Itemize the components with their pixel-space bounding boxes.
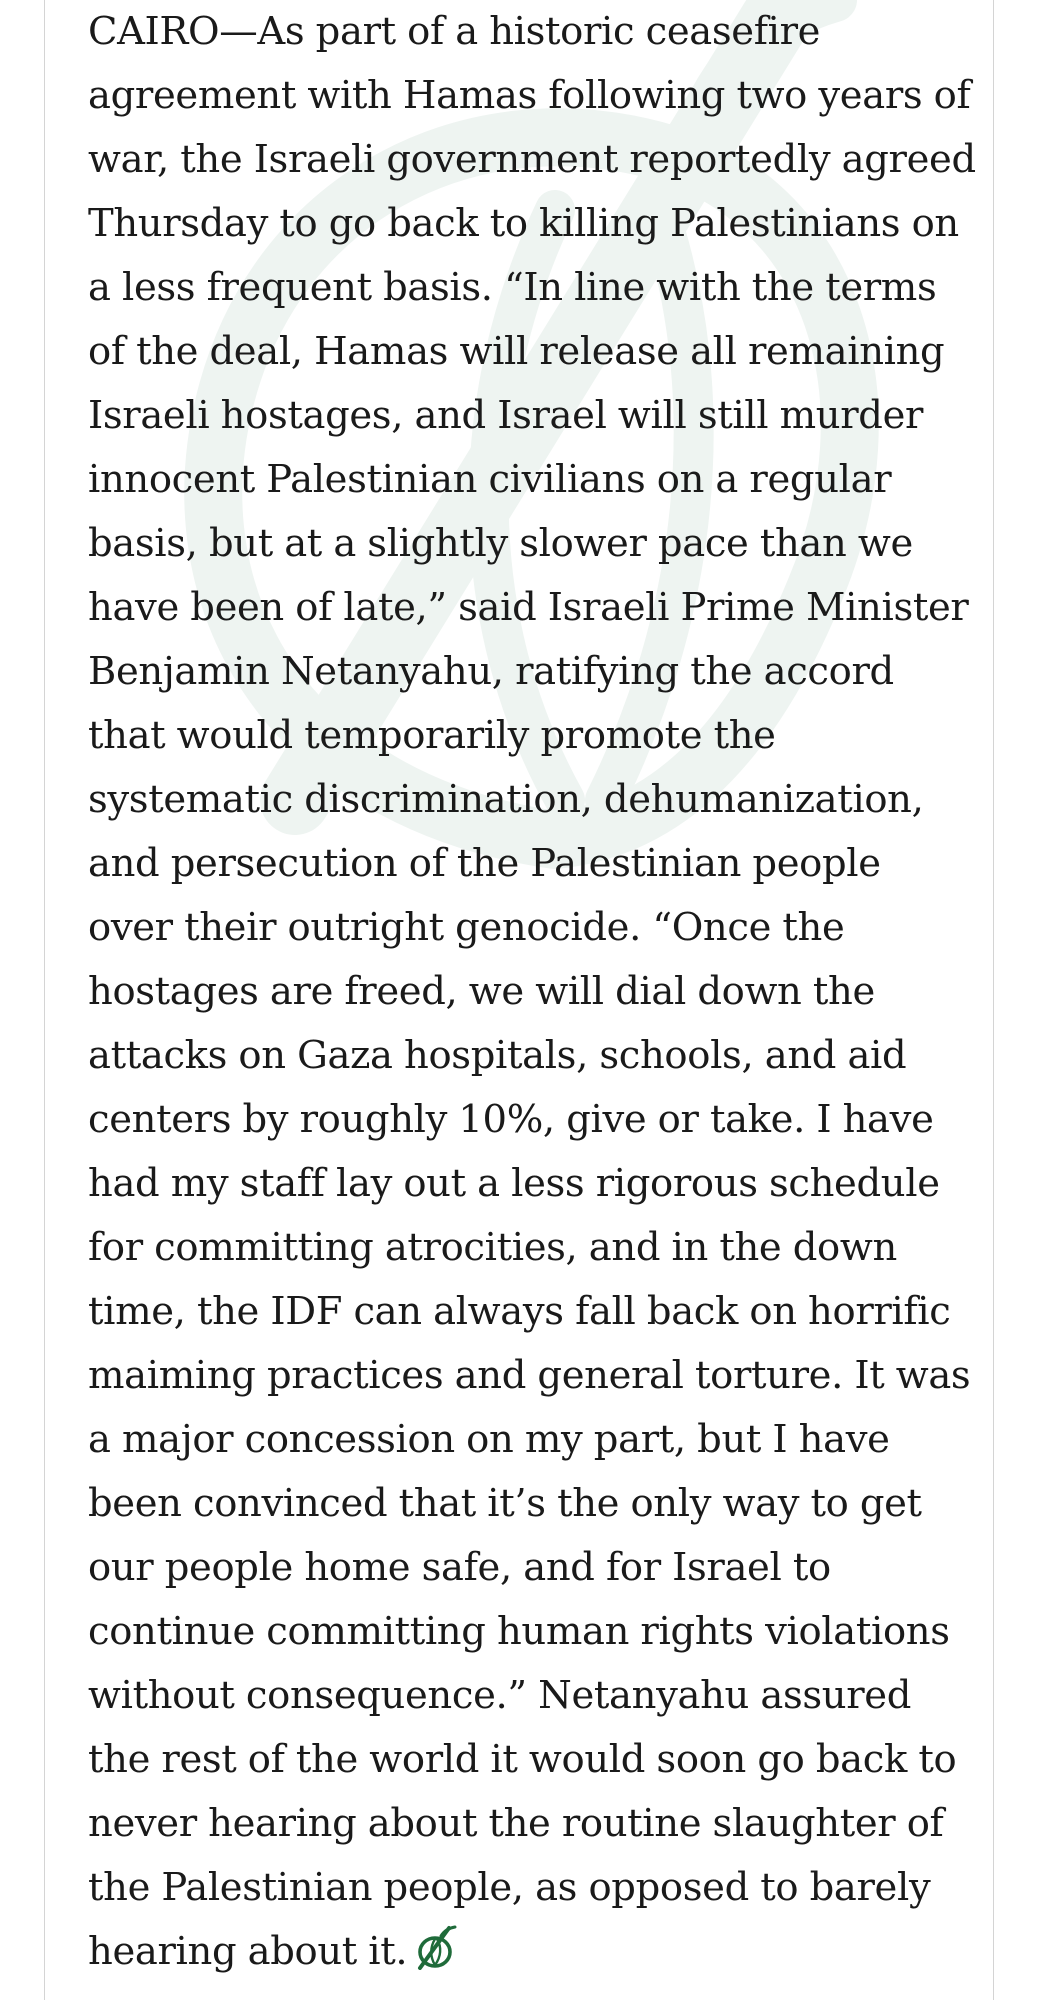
article-line: for committing atrocities, and in the down (88, 1225, 897, 1270)
article-line: CAIRO—As part of a historic ceasefire (88, 9, 821, 54)
article-line: hostages are freed, we will dial down the (88, 969, 875, 1014)
article-line: never hearing about the routine slaughter of (88, 1801, 944, 1846)
article-line: centers by roughly 10%, give or take. I have (88, 1097, 934, 1142)
article-line: our people home safe, and for Israel to (88, 1545, 831, 1590)
article-line: basis, but at a slightly slower pace than we (88, 521, 913, 566)
article-line: Thursday to go back to killing Palestinians on (88, 201, 959, 246)
article-line: been convinced that it’s the only way to get (88, 1481, 922, 1526)
article-line: time, the IDF can always fall back on horrific (88, 1289, 951, 1334)
article-line: that would temporarily promote the (88, 713, 776, 758)
article-line: attacks on Gaza hospitals, schools, and aid (88, 1033, 907, 1078)
article-line: of the deal, Hamas will release all remaining (88, 329, 945, 374)
article-line: Israeli hostages, and Israel will still murder (88, 393, 924, 438)
article-line-text: hearing about it. (88, 1929, 408, 1974)
article-column (44, 0, 994, 2000)
article-line: innocent Palestinian civilians on a regular (88, 457, 892, 502)
article-line: Benjamin Netanyahu, ratifying the accord (88, 649, 894, 694)
article-line: without consequence.” Netanyahu assured (88, 1673, 911, 1718)
onion-end-mark-icon (415, 1924, 459, 1970)
article-line: the Palestinian people, as opposed to barely (88, 1865, 931, 1910)
article-line: maiming practices and general torture. It was (88, 1353, 971, 1398)
article-line: over their outright genocide. “Once the (88, 905, 845, 950)
article-line: agreement with Hamas following two years of (88, 73, 971, 118)
article-line: the rest of the world it would soon go back to (88, 1737, 957, 1782)
article-line: have been of late,” said Israeli Prime Minister (88, 585, 969, 630)
article-line: had my staff lay out a less rigorous schedule (88, 1161, 940, 1206)
article-body (45, 0, 993, 1984)
article-line: continue committing human rights violations (88, 1609, 950, 1654)
article-line: a less frequent basis. “In line with the terms (88, 265, 937, 310)
article-line: war, the Israeli government reportedly agreed (88, 137, 976, 182)
article-line: and persecution of the Palestinian people (88, 841, 881, 886)
article-line: systematic discrimination, dehumanization, (88, 777, 924, 822)
article-last-line (88, 1920, 941, 1984)
article-line: a major concession on my part, but I have (88, 1417, 890, 1462)
